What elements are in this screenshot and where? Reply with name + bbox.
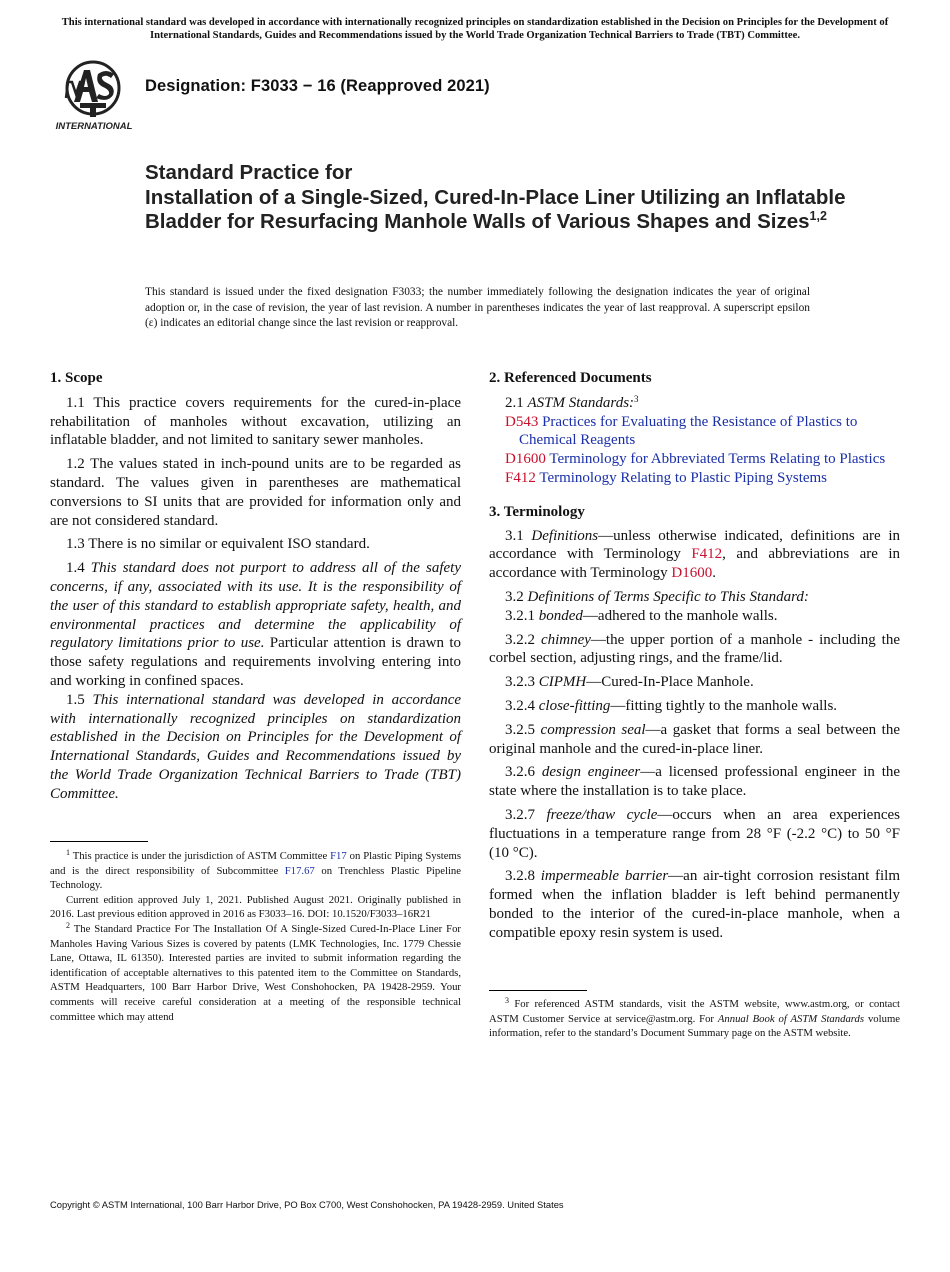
term-definition: —an air-tight corrosion resistant film formed when the inflation bladder is left behind permanently bonded to the interior of the cured-in-place manhole, when a compatible epoxy resin system is used. (489, 868, 900, 941)
term-definition: —fitting tightly to the manhole walls. (610, 697, 838, 714)
section-heading-referenced: 2. Referenced Documents (489, 370, 652, 386)
footnote-3-text (489, 997, 900, 1041)
para-1-3: 1.3 There is no similar or equivalent ISO standard. (66, 536, 370, 553)
para-1-5-italic: This international standard was developed in accordance with internationally recognized principles on standardization established in the Decision on Principles for the Development of International Standards, Guides and Recommendations issued by the World Trade Organization Technical Barriers to Trade (TBT) Committee. (50, 691, 462, 802)
ref-f412[interactable] (489, 469, 900, 488)
ref-f412-code[interactable]: F412 (505, 469, 536, 486)
para-3-2 (489, 588, 900, 607)
para-3-1-num: 3.1 (505, 527, 532, 544)
footnote-1-mark: 1 (66, 848, 70, 857)
para-3-1-text-a: —unless otherwise indicated, definitions are in accordance with Terminology (489, 527, 900, 563)
footnotes-left (50, 849, 461, 1024)
term-num: 3.2.4 (505, 697, 539, 714)
left-column (50, 369, 461, 804)
para-2-1-italic: ASTM Standards: (527, 394, 635, 411)
title-line1: Standard Practice for (145, 161, 353, 184)
term-3-2-5 (489, 721, 900, 759)
term-definition: —adhered to the manhole walls. (582, 607, 778, 624)
para-2-1-num: 2.1 (505, 394, 528, 411)
ref-d543-title[interactable]: Practices for Evaluating the Resistance of Plastics to Chemical Reagents (519, 413, 858, 449)
footnote-3 (489, 997, 900, 1041)
ref-d543[interactable] (489, 413, 900, 451)
title-line2: Installation of a Single-Sized, Cured-In-Place Liner Utilizing an Inflatable Bladder for Resurfacing Manhole Walls of Various Shapes and Sizes (145, 185, 846, 233)
term-3-2-4 (489, 697, 900, 716)
footnote-3-mark: 3 (505, 996, 509, 1005)
term-definition: —the upper portion of a manhole - including the corbel section, adjusting rings, and the frame/lid. (489, 631, 900, 667)
footnote-2-text: The Standard Practice For The Installation Of A Single-Sized Cured-In-Place Liner For Manholes Having Various Sizes is covered by patents (LMK Technologies, Inc. 1779 Chessie Lane, Ottawa, IL 61350). Interested parties are invited to submit information regarding the identification of acceptable alternatives to this patented item to the Committee on Standards, ASTM Headquarters, 100 Barr Harbor Drive, West Conshohocken, PA 19428-2959. Your comments will receive careful consideration at a meeting of the responsible technical committee which may attend (50, 922, 461, 1023)
para-3-2-num: 3.2 (505, 588, 528, 605)
link-f17-67[interactable]: F17.67 (284, 864, 315, 877)
para-1-5-num: 1.5 (66, 691, 93, 708)
copyright-footer: Copyright © ASTM International, 100 Barr Harbor Drive, PO Box C700, West Conshohocken, PA 19428-2959. United States (50, 1199, 564, 1210)
section-heading-terminology: 3. Terminology (489, 503, 585, 520)
footnote-2 (50, 922, 461, 1024)
para-1-4-num: 1.4 (66, 560, 91, 577)
para-1-4-rest: Particular attention is drawn to those safety regulations and requirements involving entering into and working in confined spaces. (50, 635, 461, 689)
footnote-1-text-b: on Plastic Piping Systems and is the direct responsibility of Subcommittee (50, 850, 461, 877)
term-name: impermeable barrier (540, 868, 669, 885)
para-1-5 (50, 691, 461, 804)
footnote-2-mark: 2 (66, 920, 70, 930)
para-1-4-italic: This standard does not purport to address all of the safety concerns, if any, associated with its use. It is the responsibility of the user of this standard to establish appropriate safety, health, and environmental practices and determine the applicability of regulatory limitations prior to use. (50, 560, 461, 652)
para-2-1 (489, 394, 900, 413)
footnote-1 (50, 849, 461, 893)
link-d1600[interactable]: D1600 (671, 565, 713, 582)
term-num: 3.2.5 (505, 721, 541, 738)
ref-f412-title[interactable]: Terminology Relating to Plastic Piping Systems (535, 469, 828, 486)
para-3-1-italic: Definitions (531, 527, 599, 544)
para-2-1-sup: 3 (634, 393, 639, 404)
term-3-2-8 (489, 867, 900, 942)
link-f412[interactable]: F412 (691, 546, 723, 563)
term-name: bonded (538, 607, 583, 624)
term-name: close-fitting (538, 697, 611, 714)
para-3-1-text-c: . (712, 565, 716, 582)
term-num: 3.2.1 (505, 607, 539, 624)
section-heading-scope: 1. Scope (50, 370, 103, 386)
astm-logo (54, 58, 134, 132)
footnote-1-text-a: This practice is under the jurisdiction of ASTM Committee (72, 850, 331, 862)
footnote-rule-right (489, 990, 587, 991)
term-name: design engineer (541, 764, 641, 781)
term-num: 3.2.2 (505, 631, 541, 648)
ref-d1600-code[interactable]: D1600 (505, 451, 546, 468)
link-f17[interactable]: F17 (330, 850, 347, 862)
logo-text: INTERNATIONAL (55, 121, 133, 132)
intro-paragraph: This standard is issued under the fixed designation F3033; the number immediately following the designation indicates the year of original adoption or, in the case of revision, the year of last revision. A number in parentheses indicates the year of last reapproval. A superscript epsilon (ε) indicates an editorial change since the last revision or reapproval. (145, 286, 810, 330)
footnote-edition: Current edition approved July 1, 2021. Published August 2021. Originally published in 2016. Last previous edition approved in 2016 as F3033–16. DOI: 10.1520/F3033–16R21 (50, 893, 461, 921)
term-name: chimney (540, 631, 591, 648)
term-num: 3.2.7 (505, 806, 547, 823)
ref-d543-code[interactable]: D543 (505, 413, 539, 430)
designation: Designation: F3033 − 16 (Reapproved 2021) (145, 77, 490, 95)
footnote-1-text-c: on Trenchless Plastic Pipeline Technology. (50, 864, 462, 892)
ref-d1600[interactable] (489, 450, 900, 469)
top-notice: This international standard was developed in accordance with internationally recognized principles on standardization established in the Decision on Principles for the Development of International Standards, Guides and Recommendations issued by the World Trade Organization Technical Barriers to Trade (TBT) Committee. (61, 17, 889, 41)
para-1-4 (50, 559, 461, 691)
term-3-2-3 (489, 673, 900, 692)
para-3-1 (489, 527, 900, 583)
para-1-2: 1.2 The values stated in inch-pound units are to be regarded as standard. The values given in parentheses are mathematical conversions to SI units that are provided for information only and are not considered standard. (50, 456, 461, 529)
term-num: 3.2.3 (505, 674, 539, 691)
term-definition: —a licensed professional engineer in the state where the installation is to take place. (489, 764, 901, 800)
term-name: freeze/thaw cycle (546, 806, 658, 823)
term-name: CIPMH (538, 674, 587, 691)
term-num: 3.2.6 (505, 764, 542, 781)
term-definition: —occurs when an area experiences fluctuations in a temperature range from 28 °F (-2.2 °C) to 50 °F (10 °C). (489, 806, 900, 861)
astm-logo-icon (54, 58, 134, 132)
footnote-3-text-a: For referenced ASTM standards, visit the ASTM website, www.astm.org, or contact ASTM Customer Service at service@astm.org. For (489, 998, 900, 1025)
term-3-2-2 (489, 631, 900, 669)
para-3-2-italic: Definitions of Terms Specific to This Standard: (527, 588, 809, 605)
right-column (489, 369, 900, 943)
term-name: compression seal (540, 721, 646, 738)
term-definition: —Cured-In-Place Manhole. (586, 674, 754, 691)
term-3-2-1 (489, 607, 900, 626)
footnote-3-text-b: volume information, refer to the standard’s Document Summary page on the ASTM website. (489, 1012, 901, 1040)
term-3-2-7 (489, 806, 900, 862)
title-superscript: 1,2 (809, 209, 827, 223)
para-1-1: 1.1 This practice covers requirements for the cured-in-place rehabilitation of manholes without excavation, utilizing an inflatable bladder, and not limited to sanitary sewer manholes. (50, 394, 461, 449)
para-3-1-text-b: , and abbreviations are in accordance with Terminology (489, 546, 900, 582)
term-definition: —a gasket that forms a seal between the original manhole and the cured-in-place liner. (489, 721, 901, 757)
page-title (145, 161, 865, 235)
footnote-rule-left (50, 841, 148, 842)
footnote-3-italic: Annual Book of ASTM Standards (717, 1012, 865, 1025)
term-3-2-6 (489, 763, 900, 801)
ref-d1600-title[interactable]: Terminology for Abbreviated Terms Relating to Plastics (545, 451, 886, 468)
term-num: 3.2.8 (505, 868, 541, 885)
